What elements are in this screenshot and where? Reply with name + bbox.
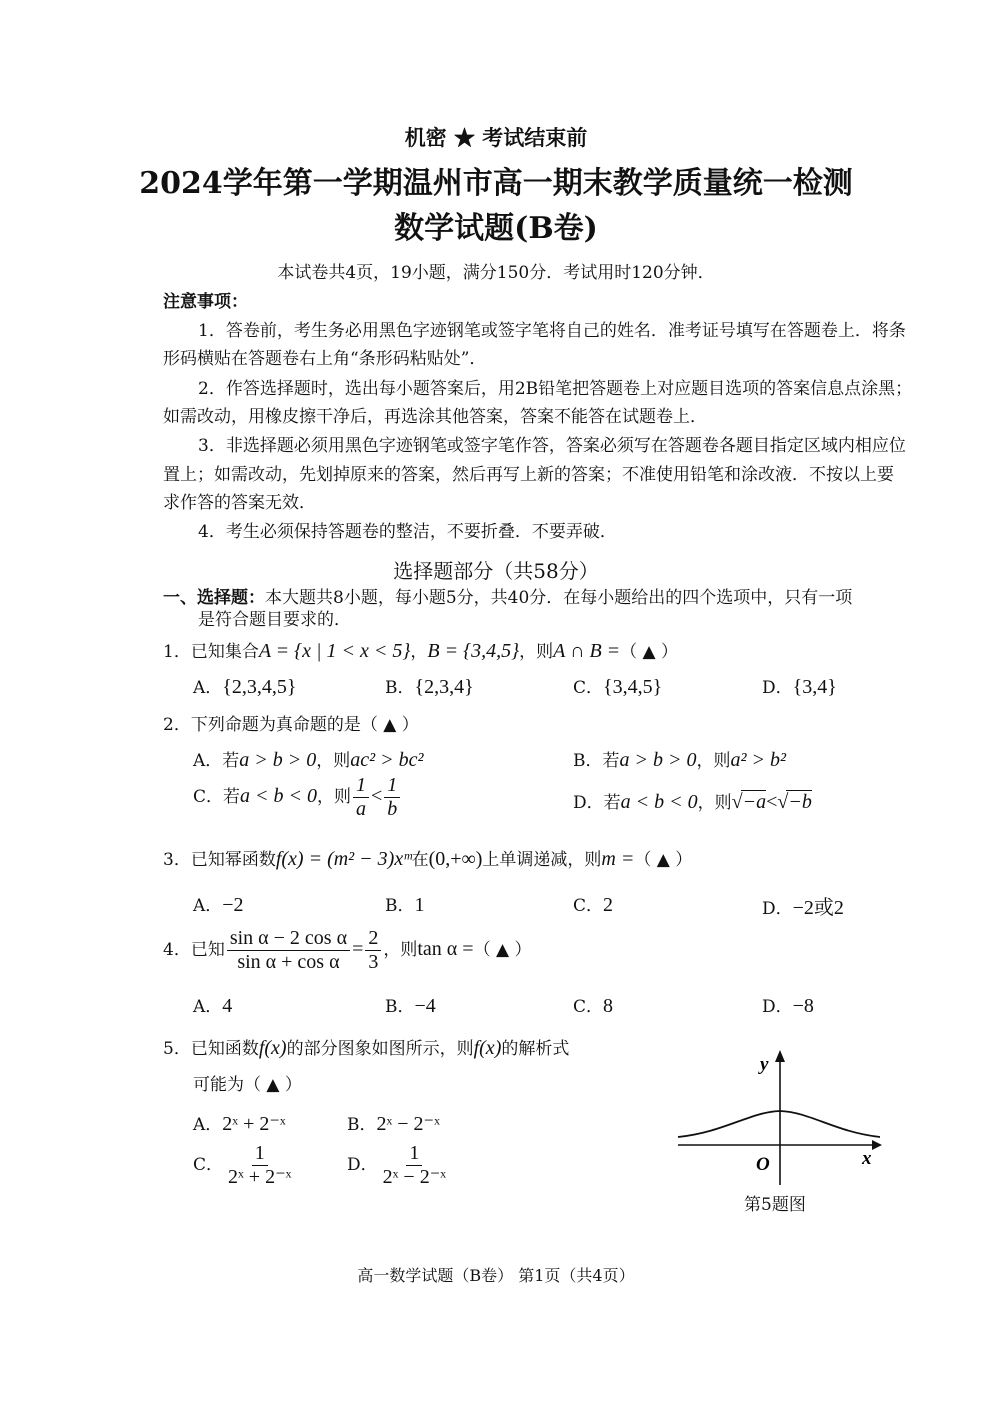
section-intro-text: 本大题共8小题，每小题5分，共40分．在每小题给出的四个选项中，只有一项: [265, 588, 853, 608]
notice-item-2-line-1: 2．作答选择题时，选出每小题答案后，用2B铅笔把答题卷上对应题目选项的答案信息点涂黑；: [198, 379, 913, 399]
q1-sep: ，: [410, 642, 428, 662]
q1-set-b: B = {3,4,5}: [427, 640, 520, 662]
q2-c-cond: a < b < 0: [240, 785, 318, 807]
q3-var: m =: [601, 848, 635, 870]
q1-option-a-label: A．: [193, 678, 223, 698]
q1-option-b: [385, 673, 474, 699]
q5-stem-a: 5．已知函数: [163, 1039, 259, 1059]
q5-fx: f(x): [258, 1037, 287, 1059]
q4-rhs-fraction: [365, 927, 381, 974]
q1-option-d-value: {3,4}: [792, 676, 837, 698]
q5-option-b: [347, 1110, 440, 1136]
q5-stem: [163, 1034, 569, 1060]
exam-info: 本试卷共4页，19小题，满分150分．考试用时120分钟．: [277, 263, 715, 283]
q2-a-mid: ，则: [316, 751, 351, 771]
q5-option-a: [193, 1110, 286, 1136]
q1-option-c-label: C．: [573, 678, 604, 698]
q1-option-a: [193, 673, 296, 699]
y-axis-label: y: [760, 1054, 769, 1075]
notice-item-1-line-1: 1．答卷前，考生务必用黑色字迹钢笔或签字笔将自己的姓名．准考证号填写在答题卷上．将条: [198, 321, 906, 341]
q1-set-a: A = {x | 1 < x < 5}: [258, 640, 411, 662]
q5-option-d: [347, 1142, 451, 1189]
q4-option-a: [193, 992, 232, 1018]
q5-option-b-value: 2ˣ − 2⁻ˣ: [376, 1113, 440, 1135]
q2-b-cond: a > b > 0: [619, 749, 697, 771]
q2-b-res: a² > b²: [730, 749, 786, 771]
q4-rhs-numerator: 2: [365, 927, 381, 951]
q3-option-a-value: −2: [222, 894, 244, 916]
exam-subtitle: 数学试题(B卷): [394, 211, 598, 246]
q2-stem: 2．下列命题为真命题的是（ ▲ ）: [163, 715, 419, 735]
q2-c-frac-1-den: a: [356, 798, 367, 820]
q4-option-d-label: D．: [762, 997, 793, 1017]
page-footer: 高一数学试题（B卷） 第1页（共4页）: [357, 1266, 635, 1285]
q4-option-d: [762, 992, 814, 1018]
q4-option-a-label: A．: [193, 997, 223, 1017]
q2-d-cond: a < b < 0: [620, 791, 698, 813]
q2-option-c: [193, 774, 402, 821]
q3-stem-c: 上单调递减，则: [482, 850, 602, 870]
q5-option-c-num: 1: [252, 1142, 268, 1166]
x-axis-arrow: [872, 1140, 882, 1150]
y-axis-arrow: [775, 1050, 785, 1062]
q2-c-op: <: [371, 785, 383, 807]
q5-option-d-num: 1: [406, 1142, 422, 1166]
q4-stem-a: 4．已知: [163, 940, 225, 960]
q3-interval: (0,+∞): [428, 848, 483, 870]
q2-c-frac-1: [353, 774, 369, 821]
q1-option-d: [762, 673, 837, 699]
q4-option-b-value: −4: [414, 995, 436, 1017]
notice-item-4: 4．考生必须保持答题卷的整洁，不要折叠．不要弄破．: [198, 522, 617, 542]
section-intro-label: 一、选择题：: [163, 588, 265, 608]
q5-stem-c: 的解析式: [501, 1039, 570, 1059]
q2-option-a: [193, 746, 424, 772]
radical-sign-2: √: [777, 791, 789, 813]
q3-option-c-value: 2: [603, 894, 614, 916]
q3-option-b-label: B．: [385, 896, 415, 916]
q2-c-frac-2-den: b: [387, 798, 398, 820]
q1-blank: （ ▲ ）: [620, 642, 679, 662]
q2-c-mid: ，则: [317, 787, 352, 807]
q4-denominator: sin α + cos α: [237, 951, 340, 973]
q2-option-b: [573, 746, 786, 772]
q5-stem-b: 的部分图象如图所示，则: [286, 1039, 474, 1059]
q2-d-op: <: [766, 791, 778, 813]
q1-option-c: [573, 673, 662, 699]
q4-option-c-label: C．: [573, 997, 604, 1017]
q4-fraction: [227, 927, 350, 974]
q5-option-c-den: 2ˣ + 2⁻ˣ: [228, 1166, 292, 1188]
q3-option-b: [385, 891, 425, 917]
q2-b-pre: B．若: [573, 751, 620, 771]
q1-stem-a: 1．已知集合: [163, 642, 259, 662]
q2-c-frac-2: [384, 774, 400, 821]
q4-option-b: [385, 992, 436, 1018]
q4-rhs-denominator: 3: [368, 951, 379, 973]
section-intro-line-2: 是符合题目要求的．: [198, 610, 351, 630]
q4-stem-b: ，则: [383, 940, 418, 960]
q4-expr: tan α =: [417, 938, 474, 960]
radical-sign-1: √: [731, 791, 743, 813]
x-axis-label: x: [862, 1148, 872, 1169]
q3-stem-a: 3．已知幂函数: [163, 850, 276, 870]
q3-option-c: [573, 891, 613, 917]
q1-option-a-value: {2,3,4,5}: [222, 676, 297, 698]
q4-option-a-value: 4: [222, 995, 233, 1017]
confidential-label: 机密 ★ 考试结束前: [404, 125, 588, 150]
q3-option-b-value: 1: [414, 894, 425, 916]
notice-item-1-line-2: 形码横贴在答题卷右上角“条形码粘贴处”．: [163, 349, 487, 369]
q2-a-cond: a > b > 0: [239, 749, 317, 771]
q1-stem: [163, 637, 678, 663]
q3-stem: [163, 845, 692, 871]
q5-option-b-label: B．: [347, 1115, 377, 1135]
q5-stem-line-2: 可能为（ ▲ ）: [193, 1075, 302, 1095]
exam-title: 2024学年第一学期温州市高一期末教学质量统一检测: [139, 166, 853, 201]
q4-option-d-value: −8: [792, 995, 814, 1017]
q2-option-d: [573, 788, 812, 814]
q1-option-c-value: {3,4,5}: [603, 676, 663, 698]
origin-label: O: [756, 1154, 770, 1175]
q4-numerator: sin α − 2 cos α: [227, 927, 350, 951]
notice-item-3-line-1: 3．非选择题必须用黑色字迹钢笔或签字笔作答，答案必须写在答题卷各题目指定区域内相应位: [198, 436, 906, 456]
q4-blank: （ ▲ ）: [473, 940, 532, 960]
q5-option-d-fraction: [380, 1142, 449, 1189]
q3-option-a: [193, 891, 244, 917]
q2-d-mid: ，则: [697, 793, 732, 813]
q1-option-b-value: {2,3,4}: [414, 676, 474, 698]
notice-item-3-line-3: 求作答的答案无效．: [163, 493, 316, 513]
q4-option-c-value: 8: [603, 995, 614, 1017]
q3-func: f(x) = (m² − 3)xᵐ: [275, 848, 412, 870]
q1-expr: A ∩ B =: [553, 640, 621, 662]
q5-option-c-label: C．: [193, 1155, 224, 1175]
q4-stem: [163, 927, 531, 974]
q1-stem-b: ，则: [519, 642, 554, 662]
q4-option-c: [573, 992, 613, 1018]
notice-heading: 注意事项：: [163, 292, 248, 312]
q2-a-pre: A．若: [193, 751, 240, 771]
q4-option-b-label: B．: [385, 997, 415, 1017]
q5-option-d-label: D．: [347, 1155, 378, 1175]
q3-stem-b: 在: [411, 850, 429, 870]
q5-figure: [670, 1040, 890, 1190]
q1-option-d-label: D．: [762, 678, 793, 698]
q2-d-pre: D．若: [573, 793, 621, 813]
q3-option-d: [762, 891, 844, 920]
q5-option-a-value: 2ˣ + 2⁻ˣ: [222, 1113, 286, 1135]
q2-b-mid: ，则: [696, 751, 731, 771]
q2-a-res: ac² > bc²: [350, 749, 424, 771]
q2-c-pre: C．若: [193, 787, 241, 807]
q3-option-c-label: C．: [573, 896, 604, 916]
q2-c-frac-1-num: 1: [353, 774, 369, 798]
q2-d-root-1: −a: [742, 791, 767, 813]
q5-option-c-fraction: [225, 1142, 294, 1189]
q3-option-d-value: −2或2: [792, 897, 844, 919]
q5-option-d-den: 2ˣ − 2⁻ˣ: [382, 1166, 447, 1188]
q5-option-a-label: A．: [193, 1115, 223, 1135]
notice-item-3-line-2: 置上；如需改动，先划掉原来的答案，然后再写上新的答案；不准使用铅笔和涂改液．不按以上要: [163, 465, 894, 485]
function-curve: [678, 1111, 880, 1137]
q5-figure-caption: 第5题图: [744, 1195, 806, 1215]
q2-d-root-2: −b: [788, 791, 812, 813]
q2-c-frac-2-num: 1: [384, 774, 400, 798]
q4-equals: =: [352, 938, 364, 960]
q3-option-a-label: A．: [193, 896, 223, 916]
q1-option-b-label: B．: [385, 678, 415, 698]
notice-item-2-line-2: 如需改动，用橡皮擦干净后，再选涂其他答案，答案不能答在试题卷上．: [163, 407, 707, 427]
q3-blank: （ ▲ ）: [634, 850, 693, 870]
section-title: 选择题部分（共58分）: [393, 559, 599, 583]
q3-option-d-label: D．: [762, 899, 793, 919]
q5-option-c: [193, 1142, 296, 1189]
q5-fx-2: f(x): [473, 1037, 502, 1059]
